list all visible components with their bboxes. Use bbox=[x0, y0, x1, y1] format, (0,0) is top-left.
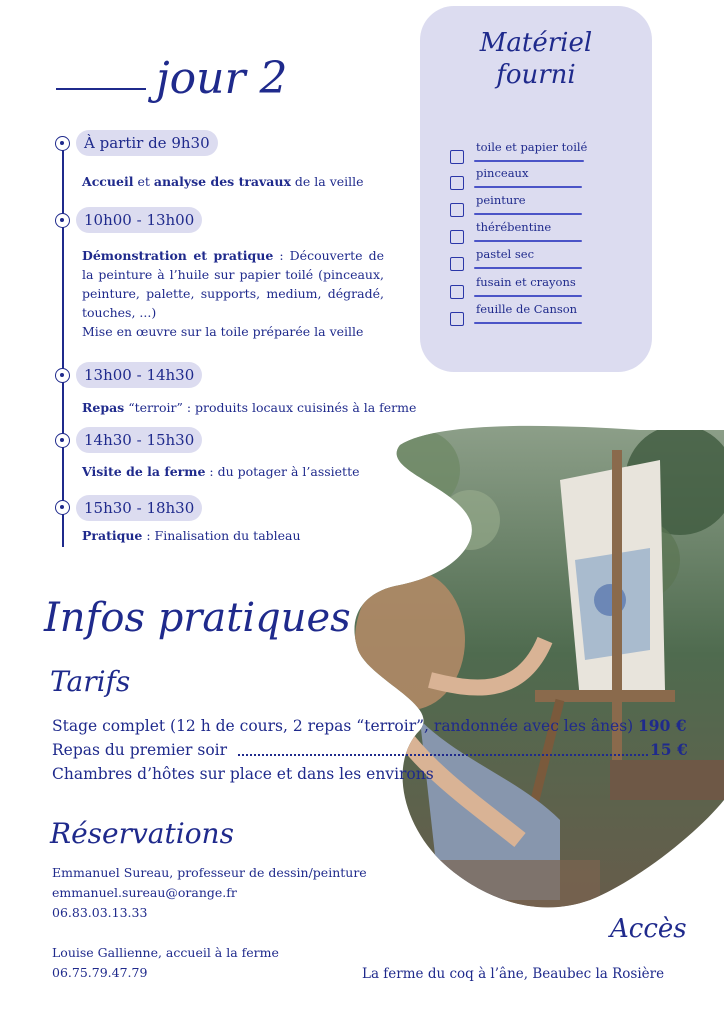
checkbox[interactable] bbox=[450, 203, 464, 217]
schedule-time: 15h30 - 18h30 bbox=[76, 495, 202, 521]
schedule-bold: Pratique bbox=[82, 528, 143, 543]
reservations-title: Réservations bbox=[50, 817, 234, 850]
material-item bbox=[448, 275, 638, 303]
material-item-label: toile et papier toilé bbox=[476, 140, 588, 154]
tarifs-title: Tarifs bbox=[50, 665, 131, 698]
schedule-description bbox=[82, 398, 416, 417]
underline bbox=[474, 160, 584, 162]
timeline-dot bbox=[55, 213, 70, 228]
tarif-leader-dots bbox=[238, 754, 648, 756]
schedule-text: : du potager à l’assiette bbox=[205, 464, 360, 479]
tarif-label: Repas du premier soir bbox=[52, 741, 228, 759]
material-card bbox=[420, 6, 652, 372]
schedule-text: : Découverte de la peinture à l’huile sur papier toilé (pinceaux, peinture, palette, supports, medium, dégradé, touches, ...) bbox=[82, 248, 384, 320]
contact-phone[interactable]: 06.75.79.47.79 bbox=[52, 965, 148, 980]
material-item bbox=[448, 166, 638, 194]
underline bbox=[474, 295, 582, 297]
schedule-time: À partir de 9h30 bbox=[76, 130, 218, 156]
checkbox[interactable] bbox=[450, 150, 464, 164]
material-item-label: fusain et crayons bbox=[476, 275, 576, 289]
underline bbox=[474, 267, 582, 269]
underline bbox=[474, 240, 582, 242]
material-item-label: feuille de Canson bbox=[476, 302, 578, 316]
underline bbox=[474, 322, 582, 324]
schedule-text: et bbox=[133, 174, 154, 189]
schedule-bold: analyse des travaux bbox=[153, 174, 291, 189]
tarif-price: 15 € bbox=[650, 740, 688, 759]
material-item bbox=[448, 140, 638, 168]
timeline-dot bbox=[55, 500, 70, 515]
material-title-line2: fourni bbox=[496, 60, 576, 90]
tarif-price: 190 € bbox=[638, 716, 687, 735]
schedule-text: “terroir” : produits locaux cuisinés à la ferme bbox=[124, 400, 417, 415]
schedule-bold: Accueil bbox=[82, 174, 134, 189]
timeline-line bbox=[62, 143, 64, 547]
schedule-description bbox=[82, 172, 364, 191]
material-item-label: pinceaux bbox=[476, 166, 529, 180]
material-item-label: thérébentine bbox=[476, 220, 552, 234]
schedule-text: : Finalisation du tableau bbox=[142, 528, 301, 543]
material-item bbox=[448, 220, 638, 248]
schedule-description bbox=[82, 526, 301, 545]
material-item bbox=[448, 302, 638, 330]
schedule-text: de la veille bbox=[290, 174, 364, 189]
checkbox[interactable] bbox=[450, 285, 464, 299]
material-title-line1: Matériel bbox=[479, 28, 593, 58]
schedule-time: 10h00 - 13h00 bbox=[76, 207, 202, 233]
schedule-bold: Repas bbox=[82, 400, 125, 415]
title-rule bbox=[56, 88, 146, 90]
material-item bbox=[448, 247, 638, 275]
material-item-label: pastel sec bbox=[476, 247, 535, 261]
contact-name: Louise Gallienne, accueil à la ferme bbox=[52, 945, 279, 960]
material-item-label: peinture bbox=[476, 193, 526, 207]
checkbox[interactable] bbox=[450, 257, 464, 271]
contact-email[interactable]: emmanuel.sureau@orange.fr bbox=[52, 885, 237, 900]
underline bbox=[474, 213, 582, 215]
underline bbox=[474, 186, 582, 188]
material-item bbox=[448, 193, 638, 221]
schedule-description bbox=[82, 462, 360, 481]
tarif-label: Stage complet (12 h de cours, 2 repas “terroir”, randonnée avec les ânes) bbox=[52, 717, 634, 735]
acces-address: La ferme du coq à l’âne, Beaubec la Rosière bbox=[362, 966, 665, 982]
schedule-time: 14h30 - 15h30 bbox=[76, 427, 202, 453]
contact-phone[interactable]: 06.83.03.13.33 bbox=[52, 905, 148, 920]
checkbox[interactable] bbox=[450, 176, 464, 190]
schedule-bold: Démonstration et pratique bbox=[82, 248, 274, 263]
timeline-dot bbox=[55, 433, 70, 448]
checkbox[interactable] bbox=[450, 312, 464, 326]
schedule-description bbox=[82, 246, 384, 341]
timeline-dot bbox=[55, 136, 70, 151]
acces-title: Accès bbox=[610, 914, 687, 944]
schedule-bold: Visite de la ferme bbox=[82, 464, 206, 479]
checkbox[interactable] bbox=[450, 230, 464, 244]
infos-title: Infos pratiques bbox=[44, 595, 351, 641]
schedule-time: 13h00 - 14h30 bbox=[76, 362, 202, 388]
timeline-dot bbox=[55, 368, 70, 383]
tarif-label: Chambres d’hôtes sur place et dans les environs bbox=[52, 765, 434, 783]
schedule-text: Mise en œuvre sur la toile préparée la veille bbox=[82, 324, 364, 339]
contact-name: Emmanuel Sureau, professeur de dessin/peinture bbox=[52, 865, 367, 880]
day-title: jour 2 bbox=[156, 53, 288, 104]
